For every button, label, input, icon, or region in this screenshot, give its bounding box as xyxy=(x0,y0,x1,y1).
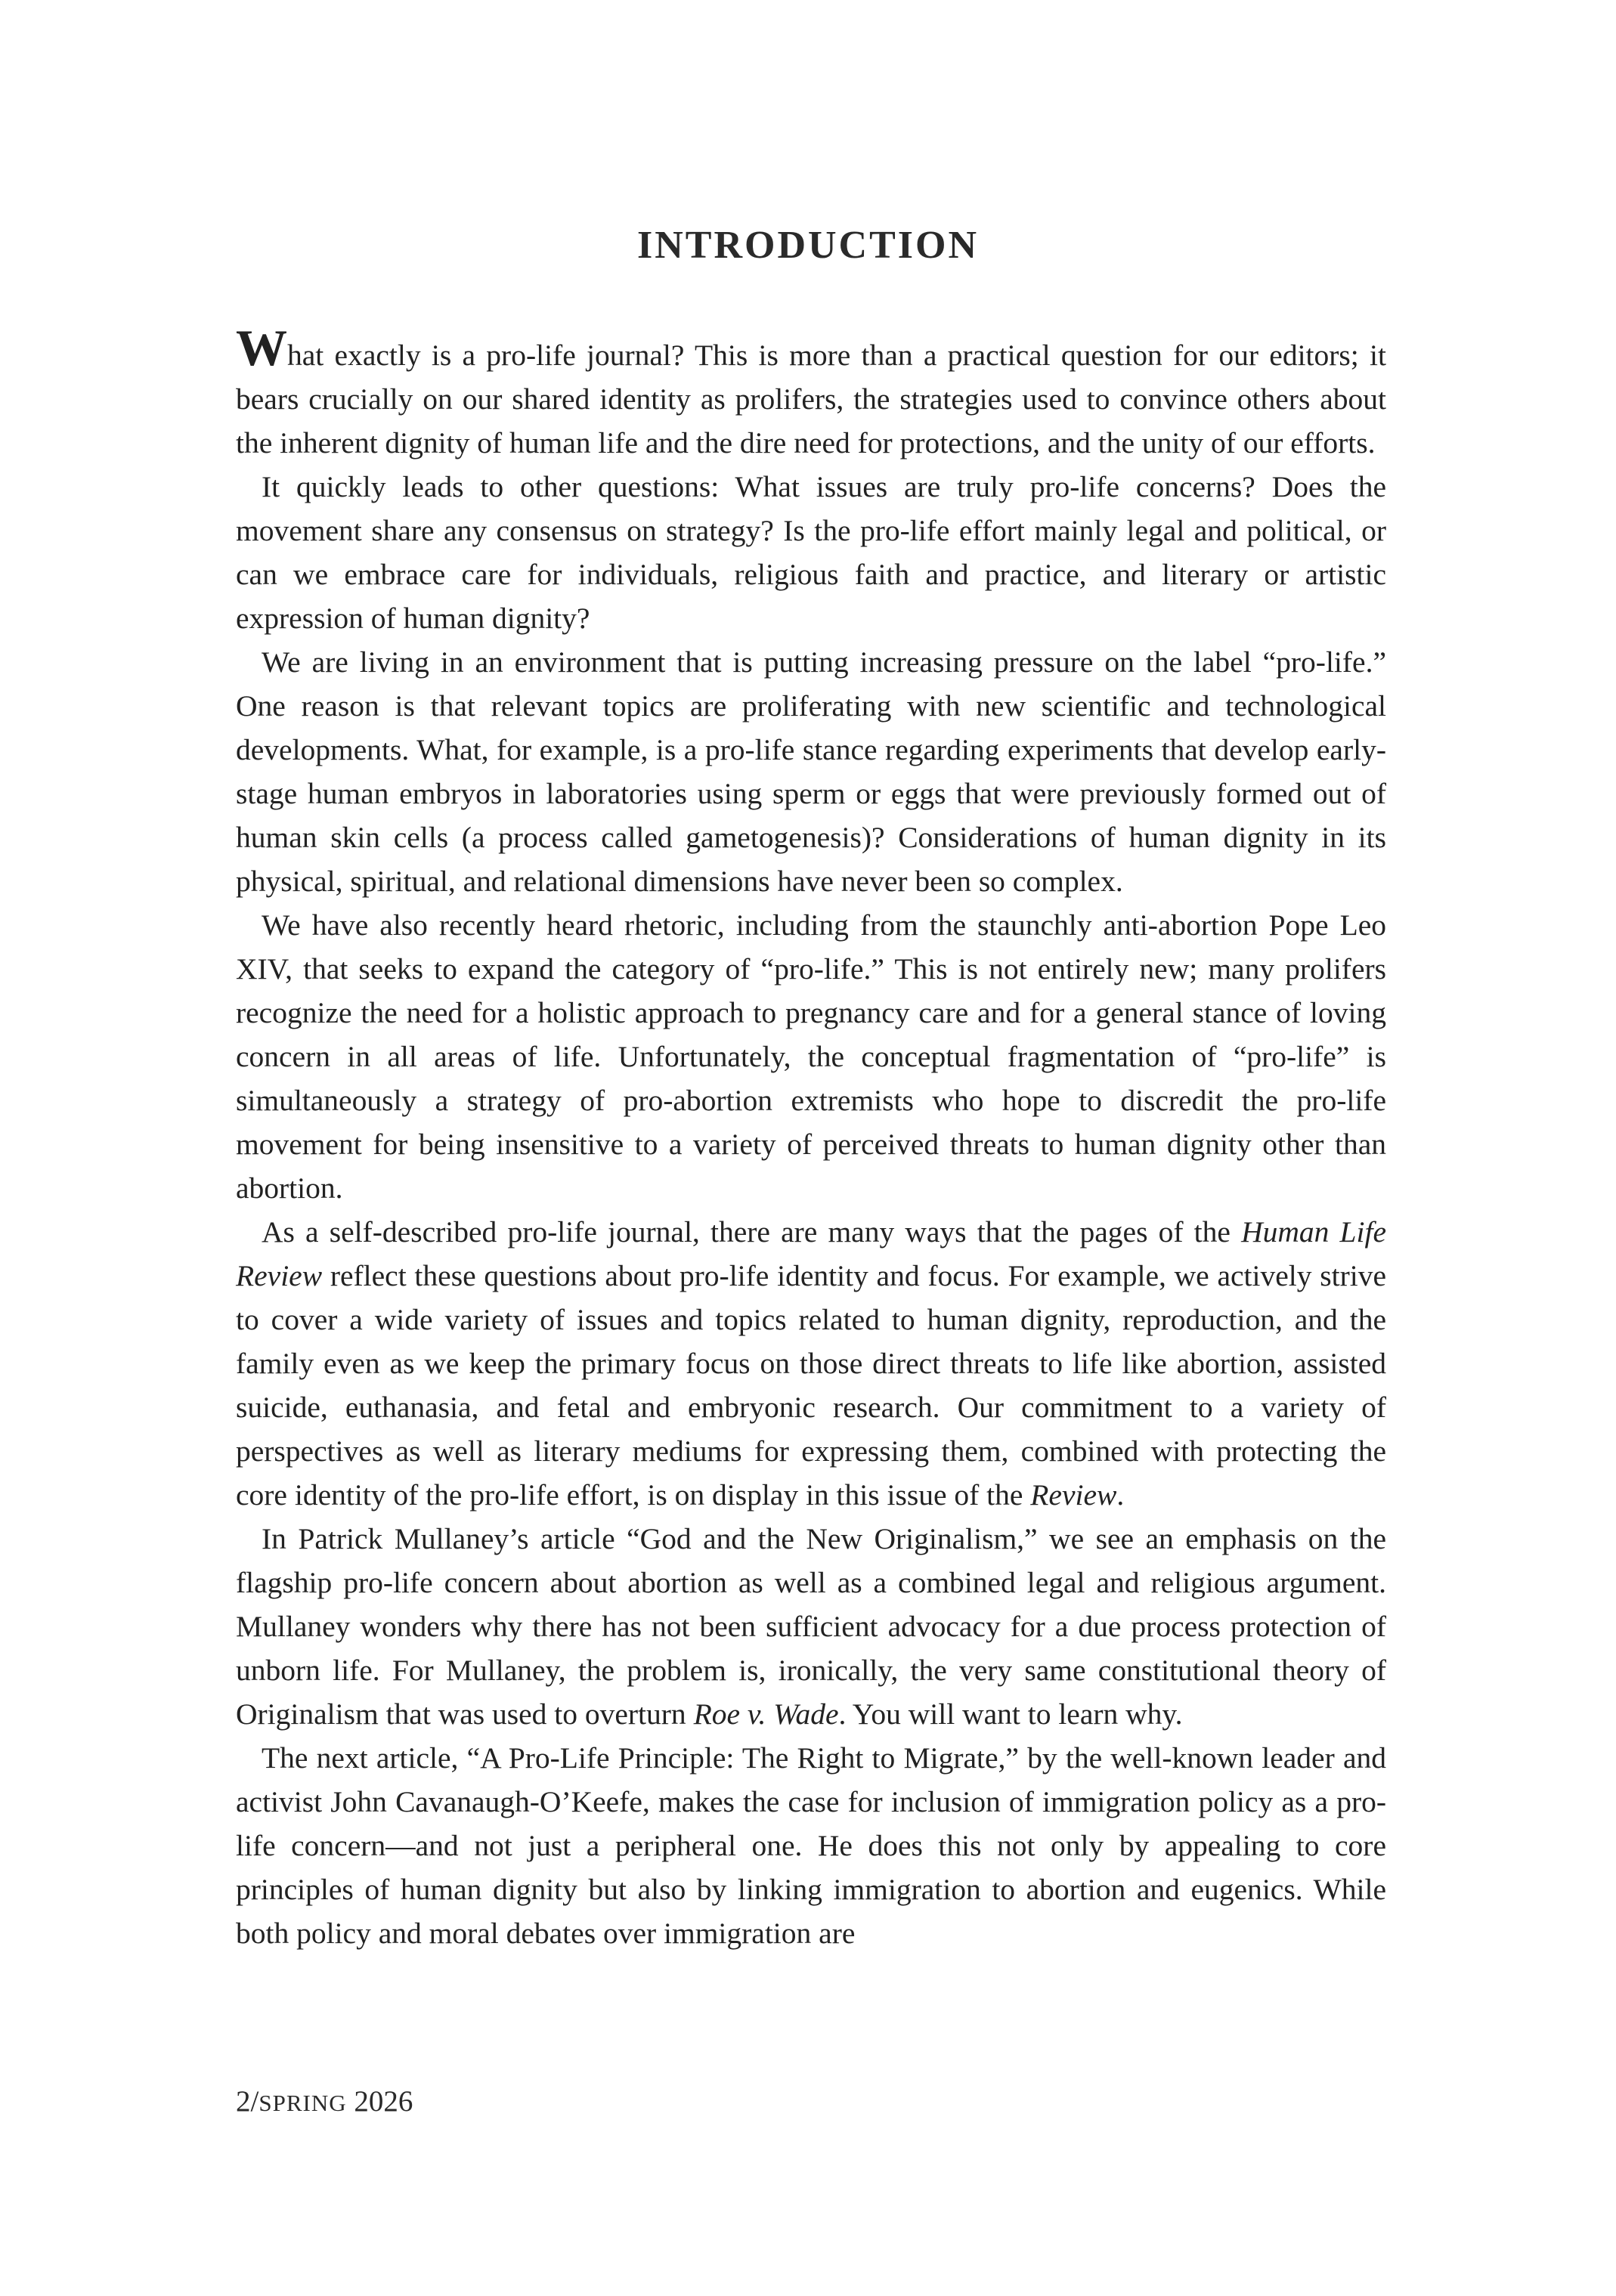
journal-title: Human Life Review xyxy=(236,1215,1387,1292)
paragraph-1 xyxy=(236,319,1386,465)
paragraph-6 xyxy=(236,1517,1386,1736)
paragraph-7: The next article, “A Pro-Life Principle: The Right to Migrate,” by the well-known leader and activist John Cavanaugh-O’Keefe, makes the case for inclusion of immigration policy as a pro-life concern—and not just a peripheral one. He does this not only by appealing to core principles of human dignity but also by linking immigration to abortion and eugenics. While both policy and moral debates over immigration are xyxy=(236,1741,1386,1950)
article-body xyxy=(236,319,1387,1955)
paragraph-4: We have also recently heard rhetoric, including from the staunchly anti-abortion Pope Leo XIV, that seeks to expand the category of “pro-life.” This is not entirely new; many prolifers recognize the need for a holistic approach to pregnancy care and for a general stance of loving concern in all areas of life. Unfortunately, the conceptual fragmentation of “pro-life” is simultaneously a strategy of pro-abortion extremists who hope to discredit the pro-life movement for being insensitive to a variety of perceived threats to human dignity other than abortion. xyxy=(236,908,1386,1205)
article-title: INTRODUCTION xyxy=(636,224,980,267)
paragraph-3: We are living in an environment that is putting increasing pressure on the label “pro-life.” One reason is that relevant topics are proliferating with new scientific and technological developments. What, for example, is a pro-life stance regarding experiments that develop early-stage human embryos in laboratories using sperm or eggs that were previously formed out of human skin cells (a process called gametogenesis)? Considerations of human dignity in its physical, spiritual, and relational dimensions have never been so complex. xyxy=(236,645,1386,898)
paragraph-1-text: hat exactly is a pro-life journal? This is more than a practical question for our editors; it bears crucially on our shared identity as prolifers, the strategies used to convince others about the inherent dignity of human life and the dire need for protections, and the unity of our efforts. xyxy=(236,339,1386,460)
paragraph-5-text-c: . xyxy=(1116,1478,1125,1512)
paragraph-2: It quickly leads to other questions: What issues are truly pro-life concerns? Does the movement share any consensus on strategy? Is the pro-life effort mainly legal and political, or can we embrace care for individuals, religious faith and practice, and literary or artistic expression of human dignity? xyxy=(236,470,1386,635)
paragraph-6-text-a: In Patrick Mullaney’s article “God and the New Originalism,” we see an emphasis on the flagship pro-life concern about abortion as well as a combined legal and religious argument. Mullaney wonders why there has not been sufficient advocacy for a due process protection of unborn life. For Mullaney, the problem is, ironically, the very same constitutional theory of Originalism that was used to overturn xyxy=(236,1522,1386,1731)
drop-cap: W xyxy=(236,319,287,376)
issue-year: 2026 xyxy=(346,2085,413,2118)
paragraph-5-text-a: As a self-described pro-life journal, there are many ways that the pages of the xyxy=(262,1215,1242,1249)
issue-season: SPRING xyxy=(258,2090,347,2116)
paragraph-5-text-b: reflect these questions about pro-life identity and focus. For example, we actively strive to cover a wide variety of issues and topics related to human dignity, reproduction, and the family even as we keep the primary focus on those direct threats to life like abortion, assisted suicide, euthanasia, and fetal and embryonic research. Our commitment to a variety of perspectives as well as literary mediums for expressing them, combined with protecting the core identity of the pro-life effort, is on display in this issue of the xyxy=(236,1259,1386,1512)
page-number: 2/ xyxy=(236,2085,259,2118)
paragraph-6-text-b: . You will want to learn why. xyxy=(838,1697,1183,1731)
page-footer xyxy=(236,2084,413,2118)
paragraph-5 xyxy=(236,1210,1386,1517)
review-title: Review xyxy=(1030,1478,1117,1512)
case-name: Roe v. Wade xyxy=(693,1697,839,1731)
